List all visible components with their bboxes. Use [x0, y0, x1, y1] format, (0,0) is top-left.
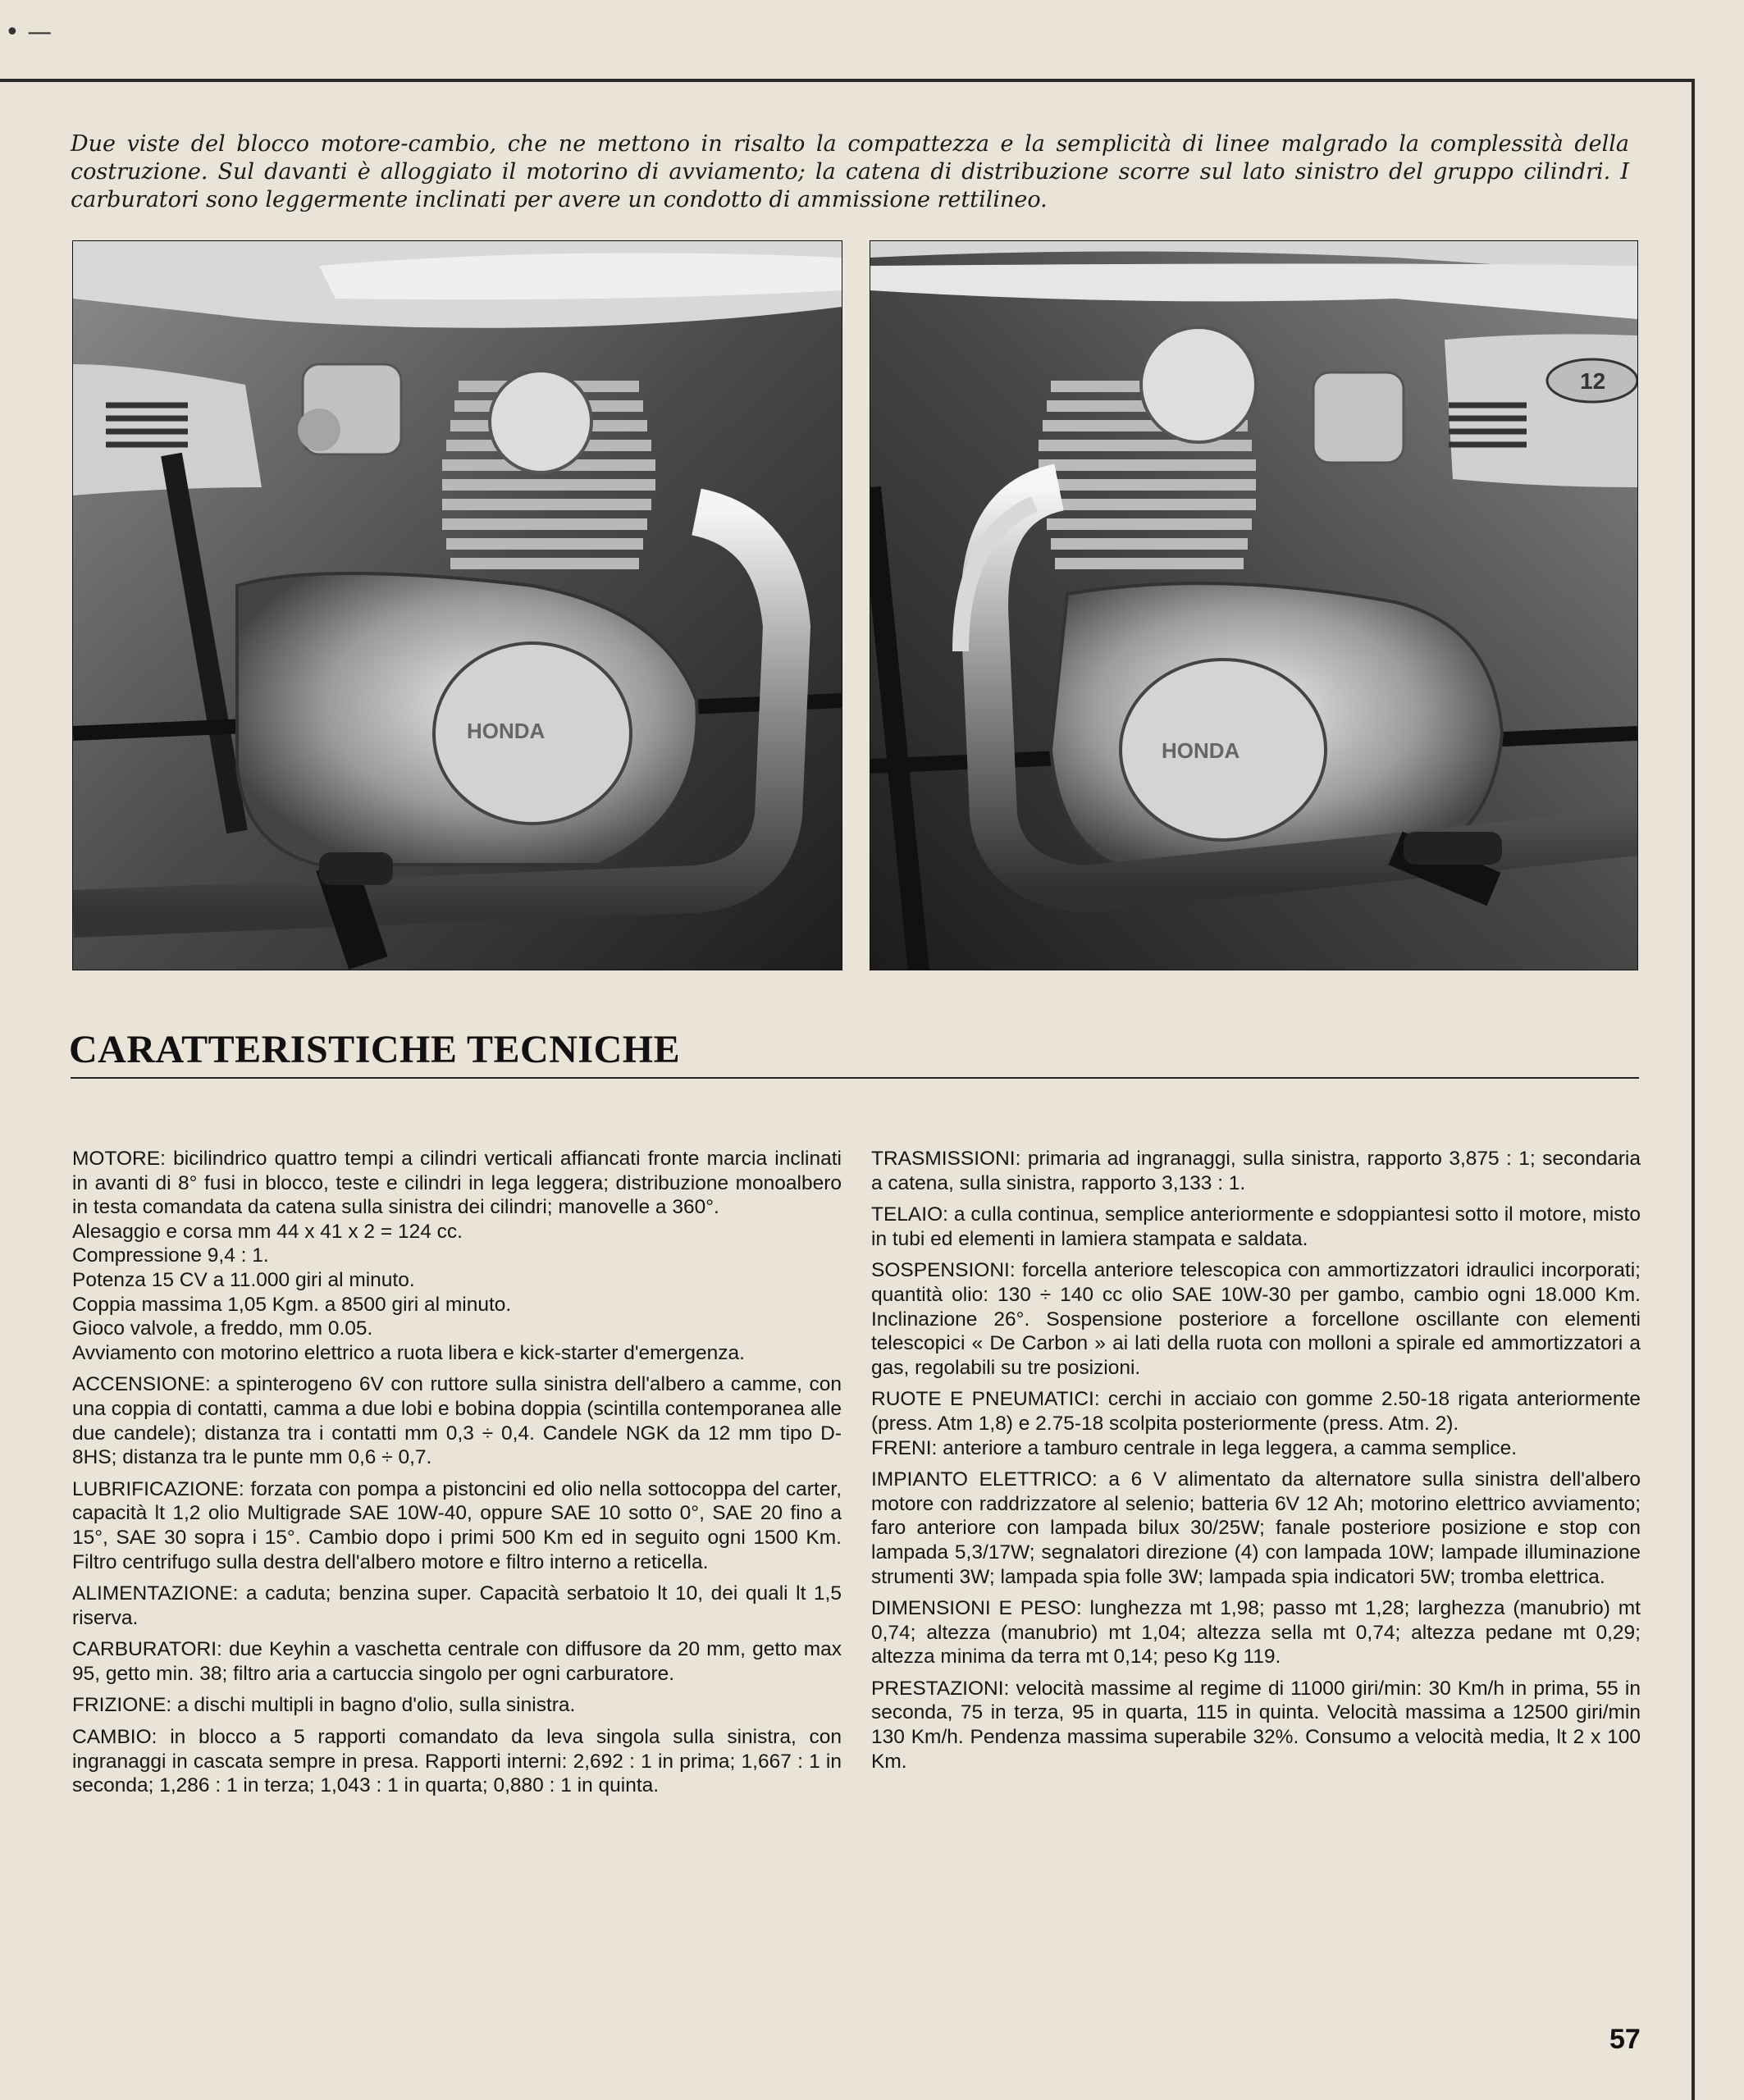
section-title-rule	[71, 1077, 1639, 1079]
spec-line: TRASMISSIONI: primaria ad ingranaggi, sulla sinistra, rapporto 3,875 : 1; secondaria a catena, sulla sinistra, rapporto 3,133 : 1.	[871, 1148, 1641, 1194]
spec-motore	[72, 1147, 842, 1365]
spec-trasmissioni	[871, 1147, 1641, 1195]
spec-line: DIMENSIONI E PESO: lunghezza mt 1,98; passo mt 1,28; larghezza (manubrio) mt 0,74; altezza (manubrio) mt 1,04; altezza sella mt 0,74; altezza pedane mt 0,29; altezza minima da terra mt 0,14; peso Kg 119.	[871, 1597, 1641, 1669]
spec-prestazioni	[871, 1677, 1641, 1774]
spec-lubrificazione	[72, 1477, 842, 1574]
spec-cambio	[72, 1725, 842, 1798]
crankcase-engraving-right: HONDA	[1162, 738, 1240, 763]
spec-line: Coppia massima 1,05 Kgm. a 8500 giri al minuto.	[72, 1293, 512, 1316]
specs-column-left	[72, 1147, 842, 1806]
engine-photo-left-illustration	[73, 241, 842, 970]
engine-photo-right	[870, 240, 1638, 970]
specs-column-right	[871, 1147, 1641, 1781]
spec-line: FRIZIONE: a dischi multipli in bagno d'olio, sulla sinistra.	[72, 1694, 576, 1717]
spec-line: Gioco valvole, a freddo, mm 0.05.	[72, 1317, 373, 1340]
page-number: 57	[1609, 2024, 1641, 2055]
spec-line: RUOTE E PNEUMATICI: cerchi in acciaio con gomme 2.50-18 rigata anteriormente (press. Atm 1,8) e 2.75-18 scolpita posteriormente (press. Atm. 2).	[871, 1388, 1641, 1435]
spec-line: TELAIO: a culla continua, semplice anteriormente e sdoppiantesi sotto il motore, misto in tubi ed elementi in lamiera stampata e saldata.	[871, 1203, 1641, 1250]
spec-alimentazione	[72, 1582, 842, 1630]
spec-line: SOSPENSIONI: forcella anteriore telescopica con ammortizzatori idraulici incorporati; quantità olio: 130 ÷ 140 cc olio SAE 10W-30 per gambo, cambio ogni 18.000 Km. Inclinazione 26°. Sospensione posteriore a forcellone oscillante con elementi telescopici « De Carbon » ai lati della ruota con molloni a spirale ed ammortizzatori a gas, regolabili su tre posizioni.	[871, 1259, 1641, 1379]
side-panel-badge: 12	[1580, 368, 1606, 394]
spec-impianto-elettrico	[871, 1468, 1641, 1589]
spec-line: CAMBIO: in blocco a 5 rapporti comandato da leva singola sulla sinistra, con ingranaggi in cascata sempre in presa. Rapporti interni: 2,692 : 1 in prima; 1,667 : 1 in seconda; 1,286 : 1 in terza; 1,043 : 1 in quarta; 0,880 : 1 in quinta.	[72, 1726, 842, 1797]
spec-sospensioni	[871, 1258, 1641, 1380]
spec-line: LUBRIFICAZIONE: forzata con pompa a pistoncini ed olio nella sottocoppa del carter, capacità lt 1,2 olio Multigrade SAE 10W-40, oppure SAE 10 sotto 0°, SAE 20 fino a 15°, SAE 30 sopra i 15°. Cambio dopo i primi 500 Km ed in seguito ogni 1500 Km. Filtro centrifugo sulla destra dell'albero motore e filtro interno a reticella.	[72, 1477, 842, 1573]
spec-telaio	[871, 1203, 1641, 1251]
spec-line: ALIMENTAZIONE: a caduta; benzina super. Capacità serbatoio lt 10, dei quali lt 1,5 riserva.	[72, 1582, 842, 1629]
spec-line: MOTORE: bicilindrico quattro tempi a cilindri verticali affiancati fronte marcia inclinati in avanti di 8° fusi in blocco, teste e cilindri in lega leggera; distribuzione monoalbero in testa comandata da catena sulla sinistra dei cilindri; manovelle a 360°.	[72, 1148, 842, 1219]
engine-photo-left	[72, 240, 842, 970]
spec-ruote-freni	[871, 1387, 1641, 1460]
spec-line: ACCENSIONE: a spinterogeno 6V con ruttore sulla sinistra dell'albero a camme, con una coppia di contatti, camma a due lobi e bobina doppia (scintilla contemporanea alle due candele); distanza tra i contatti mm 0,3 ÷ 0,4. Candele NGK da 12 mm tipo D-8HS; distanza tra le punte mm 0,6 ÷ 0,7.	[72, 1373, 842, 1469]
spec-line: Compressione 9,4 : 1.	[72, 1244, 269, 1267]
spec-line: Potenza 15 CV a 11.000 giri al minuto.	[72, 1268, 415, 1291]
spec-line: Avviamento con motorino elettrico a ruota libera e kick-starter d'emergenza.	[72, 1341, 745, 1364]
corner-mark: • —	[5, 18, 53, 47]
crankcase-engraving-left: HONDA	[467, 719, 546, 743]
spec-line: Alesaggio e corsa mm 44 x 41 x 2 = 124 cc.	[72, 1220, 463, 1243]
spec-dimensioni-peso	[871, 1596, 1641, 1669]
section-title: CARATTERISTICHE TECNICHE	[69, 1028, 681, 1071]
spec-line: IMPIANTO ELETTRICO: a 6 V alimentato da alternatore sulla sinistra dell'albero motore con raddrizzatore al selenio; batteria 6V 12 Ah; motorino elettrico avviamento; faro anteriore con lampada bilux 30/25W; fanale posteriore posizione e stop con lampada 5,3/17W; segnalatori direzione (4) con lampada 10W; lampade illuminazione strumenti 3W; lampada spia folle 3W; lampada spia indicatori 5W; tromba elettrica.	[871, 1468, 1641, 1588]
spec-line: CARBURATORI: due Keyhin a vaschetta centrale con diffusore da 20 mm, getto max 95, getto min. 38; filtro aria a cartuccia singolo per ogni carburatore.	[72, 1638, 842, 1685]
spec-accensione	[72, 1372, 842, 1469]
spec-line: FRENI: anteriore a tamburo centrale in lega leggera, a camma semplice.	[871, 1436, 1518, 1459]
photo-caption: Due viste del blocco motore-cambio, che ne mettono in risalto la compattezza e la semplicità di linee malgrado la complessità della costruzione. Sul davanti è alloggiato il motorino di avviamento; la catena di distribuzione scorre sul lato sinistro del gruppo cilindri. I carburatori sono leggermente inclinati per avere un condotto di ammissione rettilineo.	[71, 131, 1629, 212]
spec-frizione	[72, 1693, 842, 1718]
engine-photo-right-illustration	[870, 241, 1637, 970]
spec-line: PRESTAZIONI: velocità massime al regime di 11000 giri/min: 30 Km/h in prima, 55 in seconda, 75 in terza, 95 in quarta, 115 in quinta. Velocità massima a 12500 giri/min 130 Km/h. Pendenza massima superabile 32%. Consumo a velocità media, lt 2 x 100 Km.	[871, 1677, 1641, 1773]
spec-carburatori	[72, 1637, 842, 1686]
